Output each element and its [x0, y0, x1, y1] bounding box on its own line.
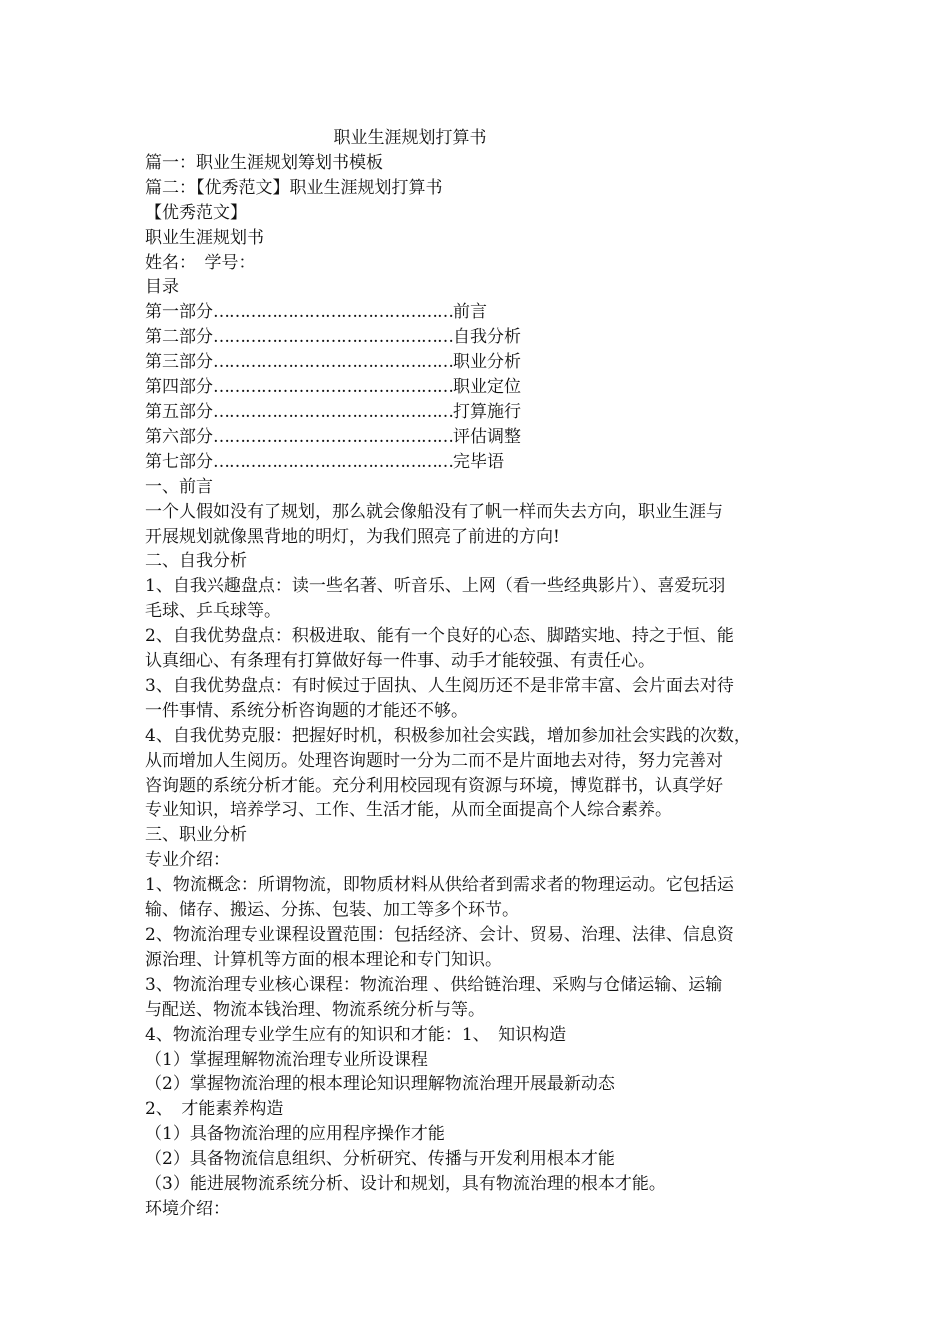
text-line: （3）能进展物流系统分析、设计和规划，具有物流治理的根本才能。	[145, 1174, 666, 1195]
text-line: 4、自我优势克服：把握好时机，积极参加社会实践，增加参加社会实践的次数，	[145, 725, 751, 746]
toc-name: 完毕语	[453, 451, 504, 472]
text-line: 2、自我优势盘点：积极进取、能有一个良好的心态、脚踏实地、持之于恒、能	[145, 626, 734, 647]
text-line: 1、物流概念：所谓物流，即物质材料从供给者到需求者的物理运动。它包括运	[145, 875, 734, 896]
section-heading: 三、职业分析	[145, 825, 247, 846]
toc-part: 第二部分	[145, 327, 213, 348]
text-line: 源治理、计算机等方面的根本理论和专门知识。	[145, 949, 502, 970]
toc-entry	[145, 450, 825, 475]
text-line: 一件事情、系统分析咨询题的才能还不够。	[145, 700, 468, 721]
toc-name: 打算施行	[453, 401, 521, 422]
toc-part: 第六部分	[145, 426, 213, 447]
text-line: 3、自我优势盘点：有时候过于固执、人生阅历还不是非常丰富、会片面去对待	[145, 675, 734, 696]
text-line: 4、物流治理专业学生应有的知识和才能：1、 知识构造	[145, 1024, 567, 1045]
text-line: 姓名： 学号：	[145, 252, 256, 273]
toc-part: 第三部分	[145, 352, 213, 373]
text-line: 与配送、物流本钱治理、物流系统分析与等。	[145, 999, 485, 1020]
text-line: 一个人假如没有了规划，那么就会像船没有了帆一样而失去方向，职业生涯与	[145, 501, 723, 522]
text-line: （2）掌握物流治理的根本理论知识理解物流治理开展最新动态	[145, 1074, 615, 1095]
text-line: 2、物流治理专业课程设置范围：包括经济、会计、贸易、治理、法律、信息资	[145, 925, 734, 945]
toc-leader: ………………………………………	[213, 426, 453, 447]
toc-entry	[145, 300, 825, 325]
text-line: 3、物流治理专业核心课程：物流治理 、供给链治理、采购与仓储运输、运输	[145, 974, 723, 995]
toc-entry	[145, 400, 825, 425]
text-line: 咨询题的系统分析才能。充分利用校园现有资源与环境，博览群书，认真学好	[145, 775, 723, 796]
toc-part: 第五部分	[145, 401, 213, 422]
toc-name: 自我分析	[453, 327, 521, 348]
toc-part: 第一部分	[145, 302, 213, 323]
toc-leader: ………………………………………	[213, 352, 453, 373]
text-line: 2、 才能素养构造	[145, 1099, 284, 1120]
toc-part: 第四部分	[145, 377, 213, 398]
text-line: （1）掌握理解物流治理专业所设课程	[145, 1049, 428, 1070]
toc-leader: ………………………………………	[213, 377, 453, 398]
text-line: 职业生涯规划书	[145, 227, 264, 248]
toc-part: 第七部分	[145, 451, 213, 472]
toc-leader: ………………………………………	[213, 451, 453, 472]
text-line: 专业知识，培养学习、工作、生活才能，从而全面提高个人综合素养。	[145, 800, 672, 821]
text-line: （2）具备物流信息组织、分析研究、传播与开发利用根本才能	[145, 1149, 615, 1170]
section-heading: 二、自我分析	[145, 551, 247, 572]
toc-leader: ………………………………………	[213, 401, 453, 422]
document-body	[145, 126, 825, 1222]
text-line: 毛球、乒乓球等。	[145, 601, 281, 622]
text-line: 篇二：【优秀范文】职业生涯规划打算书	[145, 177, 443, 198]
toc-leader: ………………………………………	[213, 302, 453, 323]
toc-entry	[145, 375, 825, 400]
text-line: 环境介绍：	[145, 1198, 230, 1219]
toc-entry	[145, 425, 825, 450]
toc-name: 前言	[453, 302, 487, 323]
toc-name: 评估调整	[453, 426, 521, 447]
toc-heading: 目录	[145, 277, 179, 298]
text-line: 从而增加人生阅历。处理咨询题时一分为二而不是片面地去对待，努力完善对	[145, 750, 723, 771]
document-title: 职业生涯规划打算书	[333, 128, 487, 148]
text-line: （1）具备物流治理的应用程序操作才能	[145, 1124, 445, 1145]
toc-name: 职业定位	[453, 377, 521, 398]
toc-entry	[145, 350, 825, 375]
text-line: 开展规划就像黑背地的明灯，为我们照亮了前进的方向!	[145, 526, 560, 547]
toc-name: 职业分析	[453, 352, 521, 373]
section-heading: 一、前言	[145, 476, 213, 497]
text-line: 【优秀范文】	[145, 202, 247, 223]
toc-entry	[145, 325, 825, 350]
text-line: 1、自我兴趣盘点：读一些名著、听音乐、上网（看一些经典影片）、喜爱玩羽	[145, 576, 726, 597]
toc-leader: ………………………………………	[213, 327, 453, 348]
text-line: 篇一：职业生涯规划筹划书模板	[145, 152, 383, 173]
text-line: 专业介绍：	[145, 850, 230, 871]
text-line: 输、储存、搬运、分拣、包装、加工等多个环节。	[145, 900, 519, 921]
text-line: 认真细心、有条理有打算做好每一件事、动手才能较强、有责任心。	[145, 651, 655, 672]
